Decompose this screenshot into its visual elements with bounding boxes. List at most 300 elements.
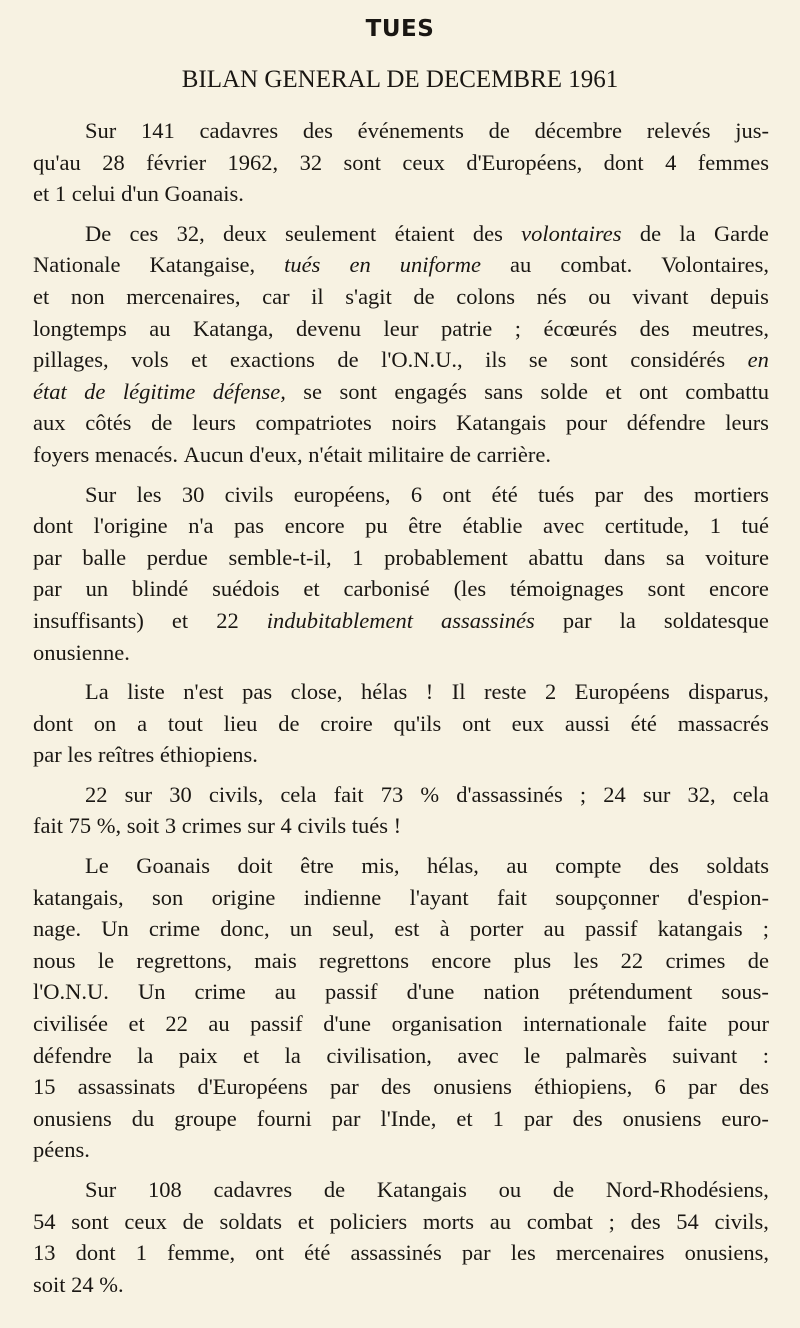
word: 13 — [33, 1240, 56, 1266]
word: fait — [333, 781, 364, 807]
word: et — [128, 1011, 145, 1037]
word: donc, — [220, 916, 270, 942]
word: étaient — [394, 220, 455, 246]
word: de — [449, 441, 472, 467]
word: solde — [540, 378, 588, 404]
text-line — [33, 1134, 769, 1166]
word: de — [552, 1177, 575, 1202]
word: voiture — [705, 544, 769, 570]
word: plus — [513, 947, 552, 973]
word: doit — [237, 853, 273, 879]
word: car — [262, 283, 290, 309]
word: ! — [393, 813, 402, 839]
text-line — [33, 945, 769, 977]
word: Aucun — [183, 441, 244, 467]
text-line — [33, 376, 769, 408]
word: sous- — [721, 979, 769, 1005]
word: mercenaires — [555, 1240, 665, 1266]
italic-word: en — [747, 347, 769, 373]
word: Un — [101, 916, 129, 942]
word: %. — [99, 1271, 124, 1297]
word: n'a — [188, 513, 214, 539]
word: ; — [762, 916, 769, 942]
word: dont — [603, 149, 644, 175]
word: Un — [137, 979, 166, 1005]
word: de — [278, 710, 300, 736]
word: encore — [431, 947, 492, 973]
word: internationale — [522, 1011, 647, 1037]
word: au — [543, 916, 565, 942]
word: des — [472, 220, 503, 246]
word: lieu — [223, 710, 258, 736]
word: 1 — [54, 181, 67, 207]
italic-word: en — [349, 252, 371, 278]
word: d'Européens, — [466, 149, 583, 175]
word: compte — [555, 853, 622, 879]
word: relevés — [646, 118, 711, 143]
text-line — [33, 708, 769, 740]
word: soldats — [219, 1208, 283, 1234]
word: De — [85, 220, 112, 246]
word: 15 — [33, 1074, 56, 1100]
word: ceux — [124, 1208, 167, 1234]
word: des — [738, 1074, 769, 1100]
word: meutres, — [692, 315, 769, 341]
word: par — [33, 742, 62, 768]
word: 32 — [299, 149, 323, 175]
word: au — [149, 315, 171, 341]
word: katangais — [657, 916, 743, 942]
word: soit — [33, 1271, 66, 1297]
word: disparus, — [688, 679, 769, 705]
word: suédois — [212, 576, 280, 602]
word: des — [380, 1074, 411, 1100]
word: sans — [484, 378, 524, 404]
word: soldats — [706, 853, 769, 879]
word: civils — [297, 813, 347, 839]
word: fait — [33, 813, 63, 839]
paragraph — [33, 115, 769, 210]
paragraph — [33, 218, 769, 471]
word: qu'au — [33, 149, 81, 175]
word: %, — [96, 813, 122, 839]
text-line — [33, 1206, 769, 1238]
word: tués — [351, 813, 388, 839]
word: abattu — [528, 544, 584, 570]
word: nage. — [33, 916, 82, 942]
text-line — [33, 542, 769, 574]
word: ! — [425, 679, 434, 705]
word: février — [146, 149, 207, 175]
word: paix — [178, 1042, 218, 1068]
italic-word: défense, — [212, 378, 286, 404]
page-title: TUES — [365, 16, 435, 42]
word: (les — [453, 576, 487, 602]
word: hélas — [360, 679, 408, 705]
word: suivant — [672, 1042, 738, 1068]
word: des — [572, 1105, 603, 1131]
word: l'Inde, — [380, 1105, 437, 1131]
word: qu'ils — [393, 710, 442, 736]
word: vivant — [632, 283, 689, 309]
word: le — [524, 1042, 541, 1068]
word: crime — [148, 916, 201, 942]
word: organisation — [391, 1011, 503, 1037]
word: d'Européens — [197, 1074, 308, 1100]
word: et — [33, 283, 50, 309]
word: sont — [339, 378, 377, 404]
word: il — [311, 283, 324, 309]
word: par — [33, 576, 62, 602]
word: l'O.N.U., — [381, 347, 463, 373]
word: écœurés — [543, 315, 618, 341]
word: les — [136, 481, 162, 507]
word: se — [528, 347, 548, 373]
word: : — [762, 1042, 769, 1068]
word: européens, — [293, 481, 391, 507]
text-line — [33, 1008, 769, 1040]
word: péens. — [33, 1137, 90, 1163]
word: d'une — [323, 1011, 372, 1037]
word: morts — [422, 1208, 475, 1234]
word: au — [208, 1011, 230, 1037]
word: civils, — [208, 781, 264, 807]
word: de — [323, 1177, 346, 1202]
word: Européens — [574, 679, 670, 705]
word: militaire — [367, 441, 445, 467]
document-body — [33, 115, 769, 1308]
word: sa — [665, 544, 685, 570]
word: le — [97, 947, 115, 973]
word: et — [191, 347, 208, 373]
word: leurs — [192, 410, 236, 436]
word: Goanais — [136, 853, 210, 879]
word: les — [67, 742, 93, 768]
word: s'agit — [345, 283, 392, 309]
word: 73 — [380, 781, 404, 807]
text-line — [33, 1071, 769, 1103]
word: sont — [343, 149, 381, 175]
word: les — [510, 1240, 536, 1266]
word: avec — [543, 513, 585, 539]
word: est — [394, 916, 420, 942]
text-line — [33, 281, 769, 313]
word: 30 — [181, 481, 205, 507]
word: on — [93, 710, 117, 736]
word: ; — [514, 315, 521, 341]
text-line — [33, 344, 769, 376]
word: Il — [451, 679, 466, 705]
word: hélas, — [427, 853, 479, 879]
word: civils — [224, 481, 274, 507]
word: Goanais. — [164, 181, 244, 207]
word: menacés. — [94, 441, 178, 467]
word: défendre — [626, 410, 706, 436]
text-line — [33, 1237, 769, 1269]
word: et — [456, 1105, 473, 1131]
word: 1 — [135, 1240, 147, 1266]
text-line — [33, 810, 769, 842]
word: Nationale — [33, 252, 121, 278]
word: sur — [124, 781, 153, 807]
word: par — [688, 1074, 717, 1100]
word: onusiens — [33, 1105, 112, 1131]
word: fait — [496, 884, 527, 910]
word: des — [639, 315, 670, 341]
word: avec — [457, 1042, 499, 1068]
word: ; — [579, 781, 587, 807]
word: blindé — [131, 576, 189, 602]
word: Sur — [85, 481, 117, 507]
word: ou — [498, 1177, 522, 1202]
word: l'origine — [93, 513, 168, 539]
word: pillages, — [33, 347, 109, 373]
word: prétendument — [568, 979, 693, 1005]
paragraph — [33, 676, 769, 771]
text-line — [33, 882, 769, 914]
text-line — [33, 1103, 769, 1135]
word: au — [506, 853, 528, 879]
word: certitude, — [604, 513, 690, 539]
word: pour — [727, 1011, 769, 1037]
word: dont — [33, 710, 74, 736]
word: son — [151, 884, 184, 910]
word: perdue — [146, 544, 208, 570]
word: les — [573, 947, 599, 973]
word: ceux — [402, 149, 445, 175]
word: et — [171, 607, 189, 633]
word: 54 — [676, 1208, 699, 1234]
word: ont — [639, 378, 668, 404]
word: regrettons, — [136, 947, 232, 973]
word: pu — [365, 513, 388, 539]
word: mis, — [361, 853, 400, 879]
word: onusiens — [433, 1074, 512, 1100]
word: de — [488, 118, 510, 143]
word: 1962, — [227, 149, 279, 175]
word: par — [523, 1105, 553, 1131]
italic-word: volontaires — [521, 220, 622, 246]
word: femme, — [167, 1240, 236, 1266]
word: et — [33, 181, 50, 207]
word: par — [594, 481, 624, 507]
text-line — [33, 249, 769, 281]
word: et — [242, 1042, 260, 1068]
word: 6 — [654, 1074, 666, 1100]
word: 1 — [352, 544, 364, 570]
word: eux — [511, 710, 545, 736]
word: pour — [565, 410, 608, 436]
word: reste — [484, 679, 527, 705]
word: passif — [250, 1011, 303, 1037]
text-line — [33, 178, 769, 210]
word: tués — [537, 481, 575, 507]
word: d'un — [121, 181, 159, 207]
word: Volontaires, — [661, 252, 769, 278]
text-line — [33, 115, 769, 147]
word: % — [420, 781, 440, 807]
word: croire — [320, 710, 373, 736]
word: combattu — [685, 378, 769, 404]
word: patrie — [440, 315, 493, 341]
word: témoignages — [509, 576, 624, 602]
word: de — [413, 283, 435, 309]
word: aux — [33, 410, 66, 436]
word: Katangais — [376, 1177, 467, 1202]
word: porter — [469, 916, 524, 942]
word: soit — [126, 813, 160, 839]
word: 24 — [603, 781, 626, 807]
word: ou — [588, 283, 611, 309]
word: être — [408, 513, 442, 539]
page-subtitle: BILAN GENERAL DE DECEMBRE 1961 — [181, 66, 619, 93]
word: défendre — [33, 1042, 112, 1068]
word: assassinats — [77, 1074, 176, 1100]
text-line — [33, 573, 769, 605]
word: passif — [584, 916, 638, 942]
paragraph — [33, 850, 769, 1166]
word: de — [151, 410, 173, 436]
word: ils — [485, 347, 507, 373]
word: cadavres — [213, 1177, 293, 1202]
italic-word: tués — [284, 252, 321, 278]
word: crimes — [665, 947, 726, 973]
word: Sur — [85, 1177, 117, 1202]
word: 30 — [169, 781, 192, 807]
word: reîtres — [97, 742, 155, 768]
word: cadavres — [199, 118, 279, 143]
word: 54 — [33, 1208, 56, 1234]
word: cela — [732, 781, 769, 807]
word: carbonisé — [343, 576, 430, 602]
word: leur — [383, 315, 419, 341]
word: événements — [357, 118, 464, 143]
word: passif — [325, 979, 378, 1005]
word: dont — [33, 513, 74, 539]
text-line — [33, 676, 769, 708]
word: 75 — [68, 813, 92, 839]
word: onusiens, — [684, 1240, 769, 1266]
word: 2 — [545, 679, 557, 705]
word: ont — [255, 1240, 285, 1266]
word: compatriotes — [255, 410, 372, 436]
word: fourni — [256, 1105, 312, 1131]
text-line — [33, 439, 769, 471]
word: colons — [456, 283, 516, 309]
text-line — [33, 1040, 769, 1072]
word: par — [331, 1105, 361, 1131]
text-line — [33, 1174, 769, 1206]
word: foyers — [33, 441, 90, 467]
word: 22 — [216, 607, 239, 633]
word: et — [605, 378, 622, 404]
word: un — [85, 576, 109, 602]
word: nous — [33, 947, 76, 973]
italic-word: uniforme — [399, 252, 481, 278]
word: tout — [167, 710, 203, 736]
word: devenu — [296, 315, 362, 341]
word: ces — [129, 220, 159, 246]
word: assassinés — [350, 1240, 442, 1266]
word: des — [648, 853, 679, 879]
text-line — [33, 218, 769, 250]
word: 108 — [148, 1177, 182, 1202]
word: d'espion- — [687, 884, 769, 910]
word: au — [274, 979, 296, 1005]
italic-word: état — [33, 378, 67, 404]
word: palmarès — [565, 1042, 647, 1068]
word: jus- — [735, 118, 769, 143]
word: a — [137, 710, 148, 736]
word: par — [461, 1240, 491, 1266]
word: 22 — [620, 947, 644, 973]
italic-word: assassinés — [441, 607, 535, 633]
word: celui — [71, 181, 116, 207]
word: policiers — [329, 1208, 408, 1234]
word: origine — [211, 884, 276, 910]
word: leurs — [725, 410, 769, 436]
word: non — [70, 283, 105, 309]
word: insuffisants) — [33, 607, 144, 633]
word: civils, — [714, 1208, 769, 1234]
word: nation — [483, 979, 540, 1005]
word: Katangaise, — [149, 252, 256, 278]
word: depuis — [710, 283, 769, 309]
text-line — [33, 637, 769, 669]
word: Katangais — [456, 410, 547, 436]
word: Nord-Rhodésiens, — [605, 1177, 769, 1202]
word: civilisation, — [326, 1042, 432, 1068]
word: combat. — [560, 252, 633, 278]
word: 1 — [492, 1105, 504, 1131]
word: de — [182, 1208, 204, 1234]
word: mortiers — [693, 481, 769, 507]
word: Sur — [85, 118, 117, 143]
word: la — [679, 220, 696, 246]
word: considérés — [630, 347, 726, 373]
paragraph — [33, 1174, 769, 1300]
text-line — [33, 1269, 769, 1301]
word: se — [303, 378, 323, 404]
word: soldatesque — [663, 607, 769, 633]
text-line — [33, 605, 769, 637]
word: groupe — [174, 1105, 237, 1131]
word: par — [329, 1074, 359, 1100]
word: close, — [290, 679, 343, 705]
word: tué — [741, 513, 769, 539]
word: sont — [570, 347, 608, 373]
word: 6 — [410, 481, 423, 507]
word: engagés — [394, 378, 467, 404]
word: mercenaires, — [126, 283, 241, 309]
word: Le — [85, 853, 109, 879]
word: 32, — [687, 781, 716, 807]
word: liste — [127, 679, 165, 705]
word: du — [131, 1105, 155, 1131]
paragraph — [33, 779, 769, 842]
word: des — [302, 118, 333, 143]
text-line — [33, 313, 769, 345]
word: crime — [194, 979, 246, 1005]
word: noirs — [391, 410, 437, 436]
word: d'eux, — [249, 441, 303, 467]
text-line — [33, 850, 769, 882]
text-line — [33, 510, 769, 542]
italic-word: légitime — [122, 378, 196, 404]
word: éthiopiens, — [534, 1074, 633, 1100]
word: indienne — [303, 884, 382, 910]
word: pas — [242, 679, 273, 705]
